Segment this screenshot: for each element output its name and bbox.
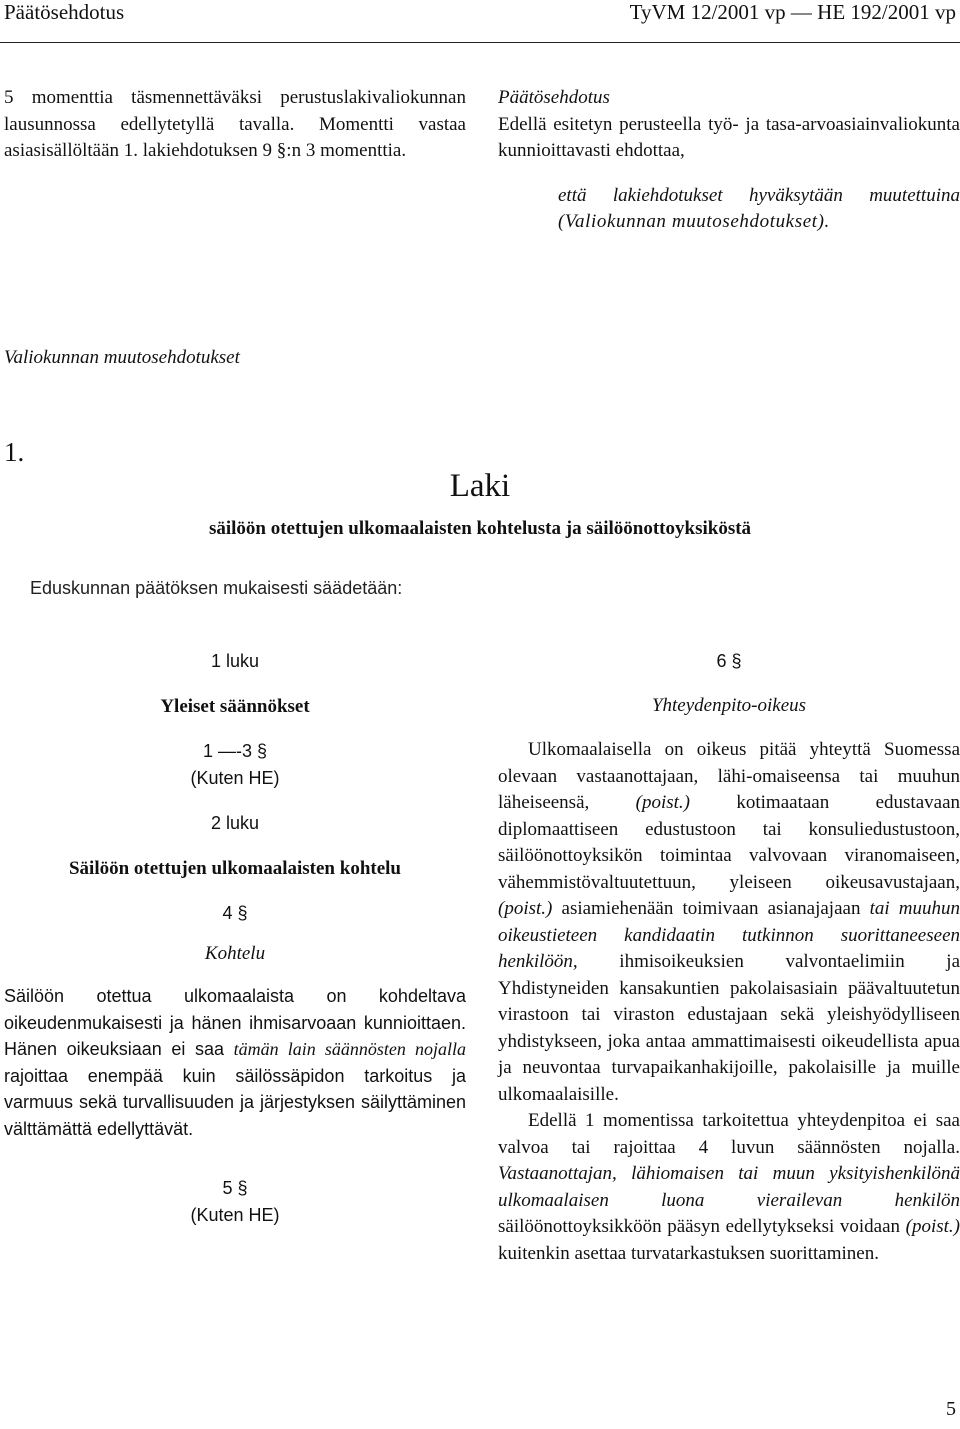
section6-paragraph-2: [498, 1108, 960, 1267]
section5-label: 5 §: [222, 1178, 248, 1198]
proposal-motion-a: että lakiehdotukset hyväksytään muutettuina: [558, 184, 960, 206]
section4-text-b: rajoittaa enempää kuin säilössäpidon tarkoitus ja varmuus sekä turvallisuuden ja järjestyksen säilyttäminen välttämättä edellyttävät.: [4, 1065, 466, 1139]
section6-p1-c: asiamiehenään toimivaan asianajajaan: [561, 898, 861, 919]
amendments-heading: Valiokunnan muutosehdotukset: [4, 347, 240, 368]
section6-p2-poist: (poist.): [905, 1216, 960, 1237]
section4-title: Kohtelu: [204, 942, 266, 964]
law-subtitle: säilöön otettujen ulkomaalaisten kohtelusta ja säilöönottoyksiköstä: [208, 518, 752, 539]
chapter2-label: 2 luku: [210, 813, 260, 833]
section6-p2-italic: Vastaanottajan, lähiomaisen tai muun yksityishenkilönä ulkomaalaisen luona vierailevan henkilön: [498, 1163, 960, 1211]
law-number: 1.: [4, 437, 25, 467]
chapter2-title: Säilöön otettujen ulkomaalaisten kohtelu: [68, 857, 401, 879]
section6-p1-a: Ulkomaalaisella on oikeus pitää yhteyttä Suomessa olevaan vastaanottajaan, lähi-omaiseensa tai muuhun läheiseensä,: [498, 739, 960, 813]
law-title: Laki: [449, 468, 511, 504]
section1-3-note: (Kuten HE): [190, 767, 280, 788]
section6-p1-italic: tai muuhun oikeustieteen kandidaatin tutkinnon suorittaneeseen henkilöön,: [498, 898, 960, 972]
proposal-block: [498, 85, 960, 236]
section6-p1-poist1: (poist.): [635, 792, 690, 813]
section6-p2-a: Edellä 1 momentissa tarkoitettua yhteydenpitoa ei saa valvoa tai rajoittaa 4 luvun säännösten nojalla.: [498, 1110, 960, 1158]
section6-label: 6 §: [716, 651, 742, 671]
section4-text: [4, 983, 466, 1142]
section6-p1-d: ihmisoikeuksien valvontaelimiin ja Yhdistyneiden kansakuntien pakolaisasiain päävaltuutetun virastoon tai viraston edustajaan sekä yleishyödylliseen yhdistykseen, joka antaa ammattimaisesti oikeudellista apua ja neuvontaa turvapaikanhakijoille, pakolaisille ja muille ulkomaalaisille.: [498, 951, 960, 1105]
section4-text-a: Säilöön otettua ulkomaalaista on kohdeltava oikeudenmukaisesti ja hänen ihmisarvoaan kunnioittaen. Hänen oikeuksiaan ei saa: [4, 986, 466, 1059]
proposal-motion: [498, 183, 960, 236]
running-header-left: Päätösehdotus: [4, 0, 125, 24]
section6-p2-c: kuitenkin asettaa turvatarkastuksen suorittaminen.: [498, 1242, 879, 1264]
header-rule: [0, 42, 960, 43]
section4-text-italic: tämän lain säännösten nojalla: [233, 1039, 466, 1059]
section6-paragraph-1: [498, 737, 960, 1108]
chapter1-title: Yleiset säännökset: [160, 695, 310, 717]
section6-p1-b: kotimaataan edustavaan diplomaattiseen edustustoon tai konsuliedustustoon, säilöönottoyksikön toimintaa valvovaan viranomaiseen, vähemmistövaltuutettuun, yleiseen oikeusavustajaan,: [498, 792, 960, 893]
continuation-paragraph: 5 momenttia täsmennettäväksi perustuslakivaliokunnan lausunnossa edellytetyllä tavalla. Momentti vastaa asiasisällöltään 1. lakiehdotuksen 9 §:n 3 momenttia.: [4, 87, 466, 161]
enacting-clause: Eduskunnan päätöksen mukaisesti säädetään:: [30, 578, 403, 598]
proposal-motion-b: (Valiokunnan muutosehdotukset).: [558, 211, 830, 232]
section6-p2-b: säilöönottoyksikköön pääsyn edellytykseksi voidaan: [498, 1216, 901, 1237]
right-column: [498, 648, 960, 1267]
left-column: [4, 648, 466, 1228]
running-header-right: TyVM 12/2001 vp — HE 192/2001 vp: [629, 0, 956, 24]
section1-3-label: 1 —-3 §: [202, 741, 268, 761]
section6-title: Yhteydenpito-oikeus: [651, 694, 807, 716]
section4-label: 4 §: [222, 903, 248, 923]
section5-note: (Kuten HE): [190, 1204, 280, 1225]
section6-p1-poist2: (poist.): [498, 898, 553, 919]
proposal-text: Edellä esitetyn perusteella työ- ja tasa-arvoasiainvaliokunta kunnioittavasti ehdottaa,: [498, 113, 960, 161]
chapter1-label: 1 luku: [210, 651, 260, 671]
page-number: 5: [946, 1398, 956, 1420]
proposal-heading: Päätösehdotus: [498, 87, 610, 108]
